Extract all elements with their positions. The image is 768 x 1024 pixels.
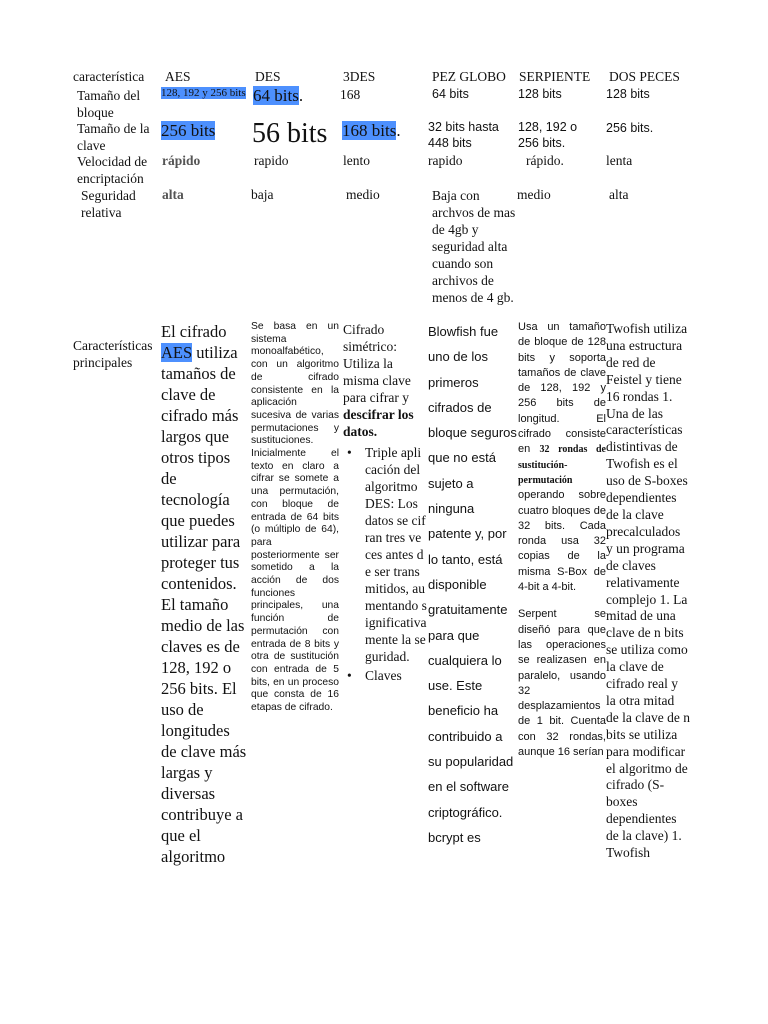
serpent-key-size: 128, 192 o 256 bits. (518, 120, 578, 150)
header-pez-globo: PEZ GLOBO (432, 69, 506, 84)
row-label-block-size: Tamaño del bloque (77, 88, 141, 120)
aes-key-size-value: 256 bits (161, 121, 216, 140)
aes-features-highlight: AES (161, 343, 193, 362)
3des-features-bullets (340, 444, 427, 684)
serpent-features-p1-bold: 32 rondas de sustitución-permutación (518, 444, 606, 486)
des-block-size (253, 85, 303, 106)
des-features: Se basa en un sistema monoalfabético, con un algoritmo de cifrado consistente en la aplicación sucesiva de varias permutaciones y sustituciones. Inicialmente el texto en claro a cifrar se somete a una permutación, con bloque de entrada de 64 bits (o múltiplo de 64), para posteriormente ser sometido a la acción de dos funciones principales, una función de permutación con entrada de 8 bits y otra de sustitución con entrada de 5 bits, en un proceso que consta de 16 etapas de cifrado. (251, 321, 339, 714)
serpent-block-size: 128 bits (518, 87, 562, 101)
3des-speed: lento (343, 153, 370, 168)
header-caracteristica: característica (73, 69, 145, 84)
aes-security: alta (162, 187, 184, 202)
3des-block-size: 168 (340, 87, 361, 102)
des-security: baja (251, 187, 274, 202)
aes-key-size (161, 120, 215, 141)
blowfish-block-size: 64 bits (432, 87, 469, 101)
serpent-security: medio (517, 187, 551, 202)
3des-bullet-item: • Claves (345, 667, 427, 684)
twofish-features: Twofish utiliza una estructura de red de Feistel y tiene 16 rondas 1. Una de las características distintivas de Twofish es el uso de S-boxes dependientes de la clave precalculados y un programa de claves relativamente complejo 1. La mitad de una clave de n bits se utiliza como la clave de cifrado real y la otra mitad de la clave de n bits se utiliza para modificar el algoritmo de cifrado (S-boxes dependientes de la clave) 1. Twofish (606, 321, 690, 861)
aes-block-size-value: 128, 192 y 256 bits (161, 87, 246, 99)
serpent-speed: rápido. (526, 153, 564, 168)
3des-features-intro-text: Cifrado simétrico: Utiliza la misma clave para cifrar y (343, 322, 411, 405)
des-key-size: 56 bits (252, 118, 328, 149)
blowfish-features: Blowfish fue uno de los primeros cifrados de bloque seguros que no está sujeto a ninguna patente y, por lo tanto, está disponible gratuitamente para que cualquiera lo use. Este beneficio ha contribuido a su popularidad en el software criptográfico. bcrypt es (428, 324, 517, 845)
3des-key-size-period: . (396, 121, 401, 140)
aes-features-text-start: El cifrado (161, 322, 227, 341)
row-label-features: Características principales (73, 338, 153, 370)
row-label-key-size: Tamaño de la clave (77, 121, 150, 153)
header-serpiente: SERPIENTE (519, 69, 591, 84)
twofish-speed: lenta (606, 153, 633, 168)
3des-key-size-value: 168 bits (342, 121, 397, 140)
aes-speed: rápido (162, 153, 201, 168)
3des-features-intro (340, 321, 427, 440)
blowfish-key-size: 32 bits hasta 448 bits (428, 120, 499, 150)
blowfish-speed: rapido (428, 153, 463, 168)
3des-security: medio (346, 187, 380, 202)
header-dos-peces: DOS PECES (609, 69, 680, 84)
aes-features (161, 321, 249, 867)
twofish-key-size: 256 bits. (606, 121, 654, 135)
serpent-features-p1-end: operando sobre cuatro bloques de 32 bits. Cada ronda usa 32 copias de la misma S-Box de 4-bit a 4-bit. (518, 489, 606, 594)
header-aes: AES (165, 69, 191, 84)
row-label-security: Seguridad relativa (81, 188, 136, 220)
header-3des: 3DES (343, 69, 376, 84)
aes-features-text-end: utiliza tamaños de clave de cifrado más largos que otros tipos de tecnología que puedes utilizar para proteger tus contenidos. El tamaño medio de las claves es de 128, 192 o 256 bits. El uso de longitudes de clave más largas y diversas contribuye a que el algoritmo (161, 343, 247, 866)
des-speed: rapido (254, 153, 289, 168)
3des-key-size (342, 120, 401, 141)
twofish-security: alta (609, 187, 629, 202)
blowfish-security: Baja con archvos de mas de 4gb y seguridad alta cuando son archivos de menos de 4 gb. (432, 188, 516, 305)
row-label-speed: Velocidad de encriptación (77, 154, 148, 186)
serpent-features-p1 (518, 320, 606, 595)
serpent-features-p2: Serpent se diseñó para que las operaciones se realizasen en paralelo, usando 32 desplazamientos de 1 bit. Cuenta con 32 rondas, aunque 16 serían (518, 608, 606, 759)
3des-features (340, 321, 427, 684)
3des-features-intro-bold: descifrar los datos. (343, 407, 414, 439)
des-block-size-value: 64 bits (253, 86, 299, 105)
3des-bullet-item: • Triple aplicación del algoritmo DES: Los datos se cifran tres veces antes de ser transmitidos, aumentando significativamente la seguridad. (345, 444, 427, 665)
des-block-size-period: . (298, 86, 304, 105)
aes-block-size (161, 86, 247, 100)
twofish-block-size: 128 bits (606, 87, 650, 101)
header-des: DES (255, 69, 281, 84)
serpent-features (518, 320, 606, 760)
serpent-features-p1-text: Usa un tamaño de bloque de 128 bits y soporta tamaños de clave de 128, 192 y 256 bits de longitud. El cifrado consiste en (518, 321, 606, 456)
